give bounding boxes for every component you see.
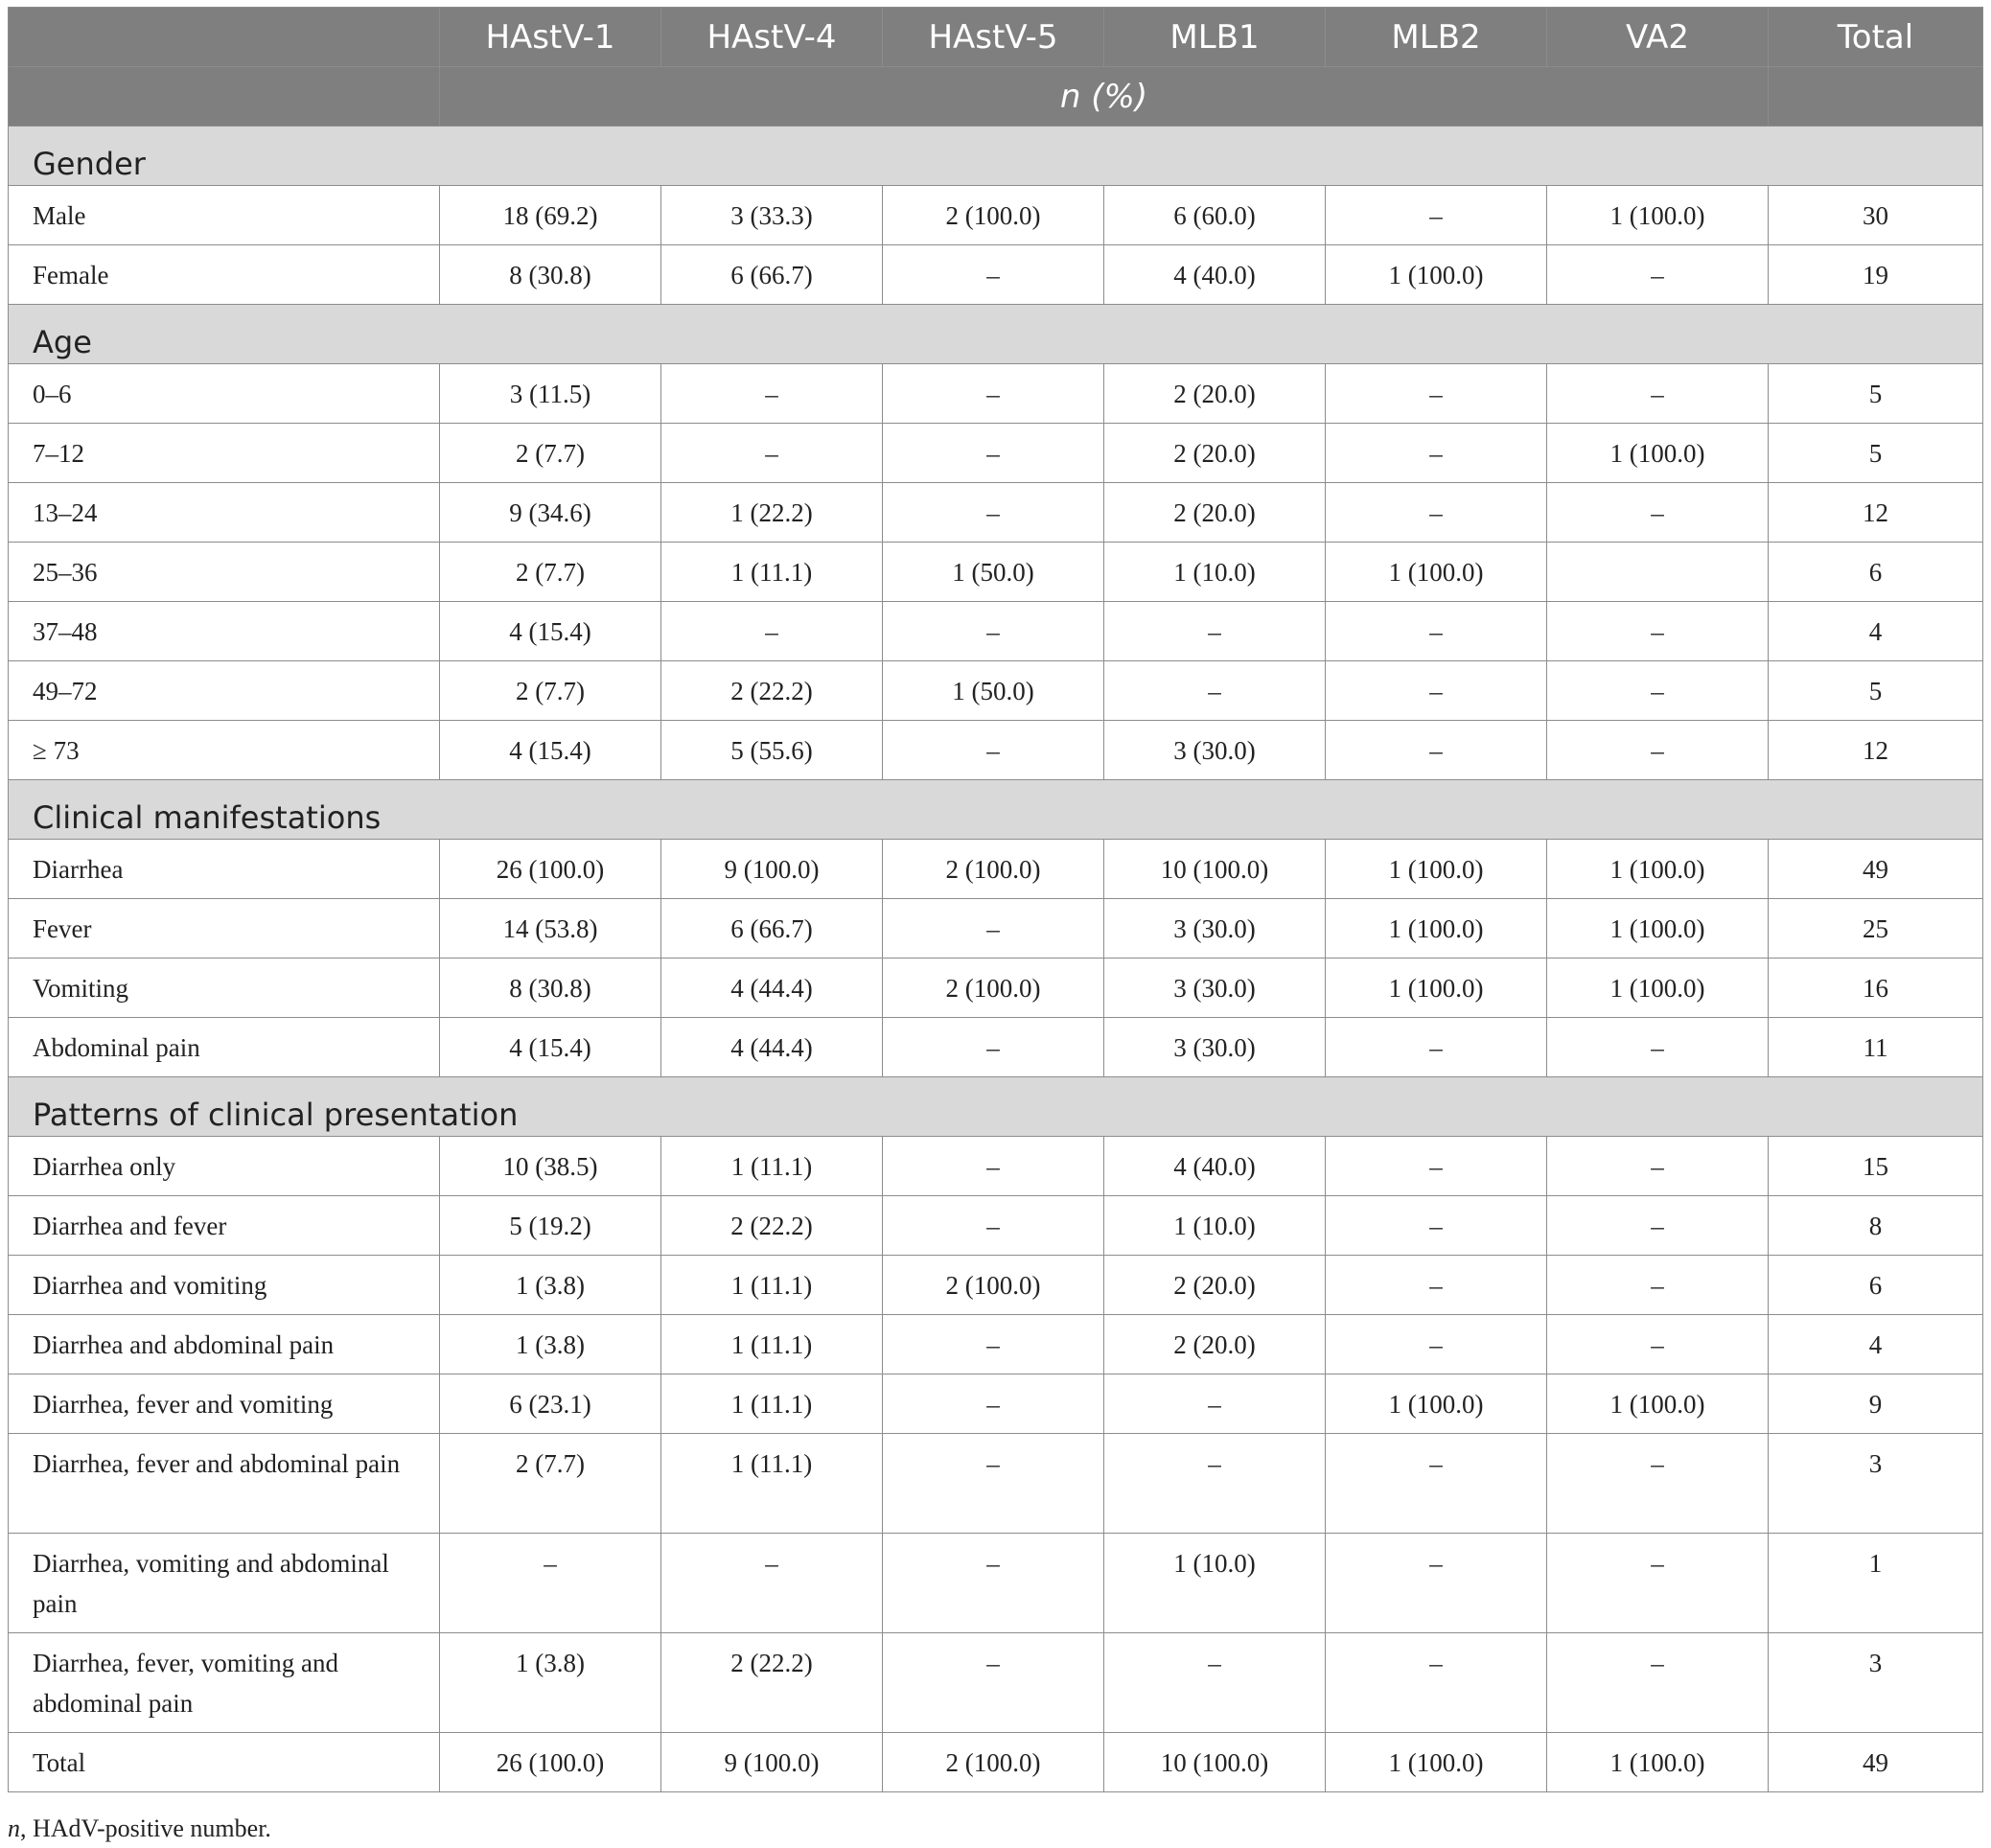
- row-label: Total: [9, 1733, 440, 1792]
- cell-value: –: [1326, 1137, 1547, 1196]
- cell-value: 8: [1769, 1196, 1983, 1256]
- footnote-text: , HAdV-positive number.: [20, 1814, 271, 1842]
- header-col-va2: VA2: [1547, 8, 1769, 67]
- header-units-total: [1769, 67, 1983, 127]
- cell-value: –: [1326, 364, 1547, 424]
- section-header-row: [9, 305, 1983, 364]
- cell-value: 6 (23.1): [440, 1374, 661, 1434]
- cell-value: –: [661, 424, 883, 483]
- cell-value: 1 (3.8): [440, 1633, 661, 1733]
- cell-value: 26 (100.0): [440, 1733, 661, 1792]
- cell-value: 6 (66.7): [661, 245, 883, 305]
- cell-value: –: [1326, 1018, 1547, 1077]
- cell-value: 14 (53.8): [440, 899, 661, 959]
- row-label: Male: [9, 186, 440, 245]
- cell-value: –: [883, 364, 1104, 424]
- table-row: [9, 899, 1983, 959]
- row-label: Diarrhea: [9, 840, 440, 899]
- cell-value: 9 (100.0): [661, 1733, 883, 1792]
- cell-value: 1 (50.0): [883, 661, 1104, 721]
- row-label: 13–24: [9, 483, 440, 543]
- cell-value: 1 (100.0): [1547, 424, 1769, 483]
- cell-value: 2 (22.2): [661, 661, 883, 721]
- cell-value: –: [1547, 1256, 1769, 1315]
- cell-value: –: [1326, 483, 1547, 543]
- cell-value: 8 (30.8): [440, 245, 661, 305]
- cell-value: 1 (100.0): [1326, 543, 1547, 602]
- table-row: [9, 721, 1983, 780]
- cell-value: 9: [1769, 1374, 1983, 1434]
- cell-value: 5: [1769, 424, 1983, 483]
- cell-value: 1 (100.0): [1547, 186, 1769, 245]
- table-row: [9, 1633, 1983, 1733]
- cell-value: –: [1104, 1633, 1326, 1733]
- cell-value: 5: [1769, 661, 1983, 721]
- header-units-corner: [9, 67, 440, 127]
- cell-value: –: [883, 1315, 1104, 1374]
- row-label: Vomiting: [9, 959, 440, 1018]
- row-label: 25–36: [9, 543, 440, 602]
- row-label: Abdominal pain: [9, 1018, 440, 1077]
- table-row: [9, 186, 1983, 245]
- cell-value: 4 (40.0): [1104, 245, 1326, 305]
- cell-value: –: [1547, 721, 1769, 780]
- cell-value: –: [1326, 1315, 1547, 1374]
- cell-value: 1 (100.0): [1326, 840, 1547, 899]
- cell-value: 1 (100.0): [1547, 840, 1769, 899]
- cell-value: –: [1547, 364, 1769, 424]
- cell-value: 2 (20.0): [1104, 1315, 1326, 1374]
- cell-value: 2 (20.0): [1104, 483, 1326, 543]
- cell-value: –: [883, 1196, 1104, 1256]
- row-label: Female: [9, 245, 440, 305]
- cell-value: –: [661, 364, 883, 424]
- cell-value: –: [883, 483, 1104, 543]
- row-label: Fever: [9, 899, 440, 959]
- cell-value: –: [1547, 1315, 1769, 1374]
- table-row: [9, 364, 1983, 424]
- table-row: [9, 840, 1983, 899]
- section-header-row: [9, 1077, 1983, 1137]
- unit-pct: (%): [1080, 77, 1148, 116]
- cell-value: 2 (22.2): [661, 1196, 883, 1256]
- cell-value: 1 (11.1): [661, 1315, 883, 1374]
- cell-value: –: [1326, 424, 1547, 483]
- total-row: [9, 1733, 1983, 1792]
- cell-value: 11: [1769, 1018, 1983, 1077]
- cell-value: –: [1104, 1374, 1326, 1434]
- cell-value: 4 (15.4): [440, 602, 661, 661]
- cell-value: 6: [1769, 543, 1983, 602]
- cell-value: 1 (10.0): [1104, 1196, 1326, 1256]
- cell-value: 3: [1769, 1633, 1983, 1733]
- header-col-mlb1: MLB1: [1104, 8, 1326, 67]
- cell-value: 2 (7.7): [440, 1434, 661, 1534]
- table-row: [9, 1434, 1983, 1534]
- cell-value: 49: [1769, 1733, 1983, 1792]
- section-title: Gender: [9, 127, 1983, 186]
- cell-value: –: [883, 1374, 1104, 1434]
- cell-value: 1 (11.1): [661, 543, 883, 602]
- cell-value: 6: [1769, 1256, 1983, 1315]
- table-body: [9, 127, 1983, 1792]
- cell-value: –: [1547, 245, 1769, 305]
- cell-value: 2 (100.0): [883, 959, 1104, 1018]
- row-label: Diarrhea, vomiting and abdominal pain: [9, 1534, 440, 1633]
- cell-value: 9 (100.0): [661, 840, 883, 899]
- header-row-units: [9, 67, 1983, 127]
- cell-value: 19: [1769, 245, 1983, 305]
- table-row: [9, 483, 1983, 543]
- cell-value: –: [1547, 1137, 1769, 1196]
- cell-value: –: [883, 899, 1104, 959]
- cell-value: 2 (100.0): [883, 840, 1104, 899]
- cell-value: 16: [1769, 959, 1983, 1018]
- cell-value: 3 (30.0): [1104, 899, 1326, 959]
- cell-value: 1 (100.0): [1547, 1374, 1769, 1434]
- cell-value: 1 (100.0): [1326, 1733, 1547, 1792]
- row-label: Diarrhea and fever: [9, 1196, 440, 1256]
- cell-value: 1 (11.1): [661, 1137, 883, 1196]
- cell-value: 3 (33.3): [661, 186, 883, 245]
- cell-value: 10 (100.0): [1104, 1733, 1326, 1792]
- table-row: [9, 1196, 1983, 1256]
- cell-value: 2 (100.0): [883, 1256, 1104, 1315]
- row-label: Diarrhea and vomiting: [9, 1256, 440, 1315]
- cell-value: –: [1326, 661, 1547, 721]
- header-col-mlb2: MLB2: [1326, 8, 1547, 67]
- cell-value: 1 (100.0): [1326, 1374, 1547, 1434]
- cell-value: 1 (100.0): [1326, 959, 1547, 1018]
- cell-value: 4 (44.4): [661, 1018, 883, 1077]
- cell-value: –: [661, 1534, 883, 1633]
- cell-value: –: [883, 1633, 1104, 1733]
- cell-value: [1547, 543, 1769, 602]
- cell-value: –: [1547, 661, 1769, 721]
- cell-value: 1 (100.0): [1547, 1733, 1769, 1792]
- cell-value: 1 (3.8): [440, 1256, 661, 1315]
- table-row: [9, 424, 1983, 483]
- cell-value: 15: [1769, 1137, 1983, 1196]
- unit-n: n: [1059, 77, 1081, 116]
- header-units-label: [440, 67, 1769, 127]
- cell-value: 12: [1769, 721, 1983, 780]
- cell-value: 1 (11.1): [661, 1434, 883, 1534]
- section-title: Age: [9, 305, 1983, 364]
- cell-value: 10 (38.5): [440, 1137, 661, 1196]
- cell-value: 8 (30.8): [440, 959, 661, 1018]
- row-label: ≥ 73: [9, 721, 440, 780]
- cell-value: –: [883, 721, 1104, 780]
- table-footnote: [8, 1814, 271, 1843]
- cell-value: 4 (44.4): [661, 959, 883, 1018]
- cell-value: –: [440, 1534, 661, 1633]
- row-label: 7–12: [9, 424, 440, 483]
- cell-value: 1 (100.0): [1326, 899, 1547, 959]
- cell-value: 4: [1769, 1315, 1983, 1374]
- table-row: [9, 661, 1983, 721]
- header-col-total: Total: [1769, 8, 1983, 67]
- cell-value: 9 (34.6): [440, 483, 661, 543]
- section-header-row: [9, 780, 1983, 840]
- cell-value: 1 (10.0): [1104, 1534, 1326, 1633]
- cell-value: 5 (55.6): [661, 721, 883, 780]
- cell-value: –: [1547, 1434, 1769, 1534]
- cell-value: 26 (100.0): [440, 840, 661, 899]
- cell-value: –: [1547, 602, 1769, 661]
- cell-value: –: [661, 602, 883, 661]
- cell-value: 3: [1769, 1434, 1983, 1534]
- cell-value: –: [883, 1018, 1104, 1077]
- cell-value: 3 (11.5): [440, 364, 661, 424]
- section-header-row: [9, 127, 1983, 186]
- cell-value: –: [883, 245, 1104, 305]
- table-row: [9, 1137, 1983, 1196]
- row-label: 49–72: [9, 661, 440, 721]
- cell-value: –: [1547, 1534, 1769, 1633]
- cell-value: 6 (66.7): [661, 899, 883, 959]
- cell-value: –: [1326, 1633, 1547, 1733]
- cell-value: –: [883, 1534, 1104, 1633]
- cell-value: 2 (100.0): [883, 186, 1104, 245]
- cell-value: –: [1547, 1196, 1769, 1256]
- row-label: Diarrhea and abdominal pain: [9, 1315, 440, 1374]
- table-row: [9, 959, 1983, 1018]
- table-row: [9, 1315, 1983, 1374]
- footnote-n: n: [8, 1814, 20, 1842]
- cell-value: 18 (69.2): [440, 186, 661, 245]
- cell-value: 3 (30.0): [1104, 1018, 1326, 1077]
- table-row: [9, 1374, 1983, 1434]
- cell-value: 1 (100.0): [1547, 959, 1769, 1018]
- cell-value: –: [1547, 1633, 1769, 1733]
- cell-value: 1 (50.0): [883, 543, 1104, 602]
- cell-value: 6 (60.0): [1104, 186, 1326, 245]
- cell-value: 1 (3.8): [440, 1315, 661, 1374]
- cell-value: 49: [1769, 840, 1983, 899]
- table-row: [9, 543, 1983, 602]
- section-title: Clinical manifestations: [9, 780, 1983, 840]
- cell-value: –: [1547, 1018, 1769, 1077]
- row-label: 37–48: [9, 602, 440, 661]
- cell-value: 1 (100.0): [1326, 245, 1547, 305]
- table-row: [9, 1256, 1983, 1315]
- cell-value: 30: [1769, 186, 1983, 245]
- cell-value: 1 (100.0): [1547, 899, 1769, 959]
- cell-value: 1: [1769, 1534, 1983, 1633]
- cell-value: 25: [1769, 899, 1983, 959]
- cell-value: 4: [1769, 602, 1983, 661]
- header-row-genotypes: [9, 8, 1983, 67]
- cell-value: –: [1326, 1534, 1547, 1633]
- cell-value: 2 (20.0): [1104, 364, 1326, 424]
- cell-value: 4 (15.4): [440, 721, 661, 780]
- cell-value: 1 (11.1): [661, 1374, 883, 1434]
- cell-value: 2 (20.0): [1104, 1256, 1326, 1315]
- cell-value: –: [1326, 1256, 1547, 1315]
- cell-value: 5 (19.2): [440, 1196, 661, 1256]
- cell-value: –: [1326, 602, 1547, 661]
- cell-value: 12: [1769, 483, 1983, 543]
- cell-value: –: [1104, 661, 1326, 721]
- cell-value: 3 (30.0): [1104, 721, 1326, 780]
- row-label: Diarrhea, fever, vomiting and abdominal pain: [9, 1633, 440, 1733]
- cell-value: –: [1326, 721, 1547, 780]
- cell-value: 2 (7.7): [440, 661, 661, 721]
- cell-value: 1 (10.0): [1104, 543, 1326, 602]
- cell-value: –: [1547, 483, 1769, 543]
- cell-value: 1 (22.2): [661, 483, 883, 543]
- table-row: [9, 1018, 1983, 1077]
- header-corner: [9, 8, 440, 67]
- row-label: Diarrhea, fever and vomiting: [9, 1374, 440, 1434]
- cell-value: –: [1326, 1196, 1547, 1256]
- cell-value: –: [1104, 1434, 1326, 1534]
- cell-value: 2 (7.7): [440, 543, 661, 602]
- cell-value: –: [883, 602, 1104, 661]
- header-col-hastv5: HAstV-5: [883, 8, 1104, 67]
- cell-value: –: [883, 1137, 1104, 1196]
- table-row: [9, 1534, 1983, 1633]
- cell-value: –: [1104, 602, 1326, 661]
- section-title: Patterns of clinical presentation: [9, 1077, 1983, 1137]
- cell-value: 10 (100.0): [1104, 840, 1326, 899]
- cell-value: 2 (22.2): [661, 1633, 883, 1733]
- row-label: Diarrhea, fever and abdominal pain: [9, 1434, 440, 1534]
- cell-value: –: [883, 424, 1104, 483]
- header-col-hastv1: HAstV-1: [440, 8, 661, 67]
- cell-value: 2 (100.0): [883, 1733, 1104, 1792]
- header-col-hastv4: HAstV-4: [661, 8, 883, 67]
- row-label: Diarrhea only: [9, 1137, 440, 1196]
- cell-value: 3 (30.0): [1104, 959, 1326, 1018]
- cell-value: –: [1326, 1434, 1547, 1534]
- cell-value: 5: [1769, 364, 1983, 424]
- cell-value: 4 (15.4): [440, 1018, 661, 1077]
- cell-value: 4 (40.0): [1104, 1137, 1326, 1196]
- cell-value: 1 (11.1): [661, 1256, 883, 1315]
- cell-value: –: [1326, 186, 1547, 245]
- table-row: [9, 602, 1983, 661]
- cell-value: 2 (20.0): [1104, 424, 1326, 483]
- cell-value: 2 (7.7): [440, 424, 661, 483]
- row-label: 0–6: [9, 364, 440, 424]
- astrovirus-genotype-table: [8, 7, 1983, 1792]
- table-row: [9, 245, 1983, 305]
- data-table-container: [8, 7, 1982, 1792]
- cell-value: –: [883, 1434, 1104, 1534]
